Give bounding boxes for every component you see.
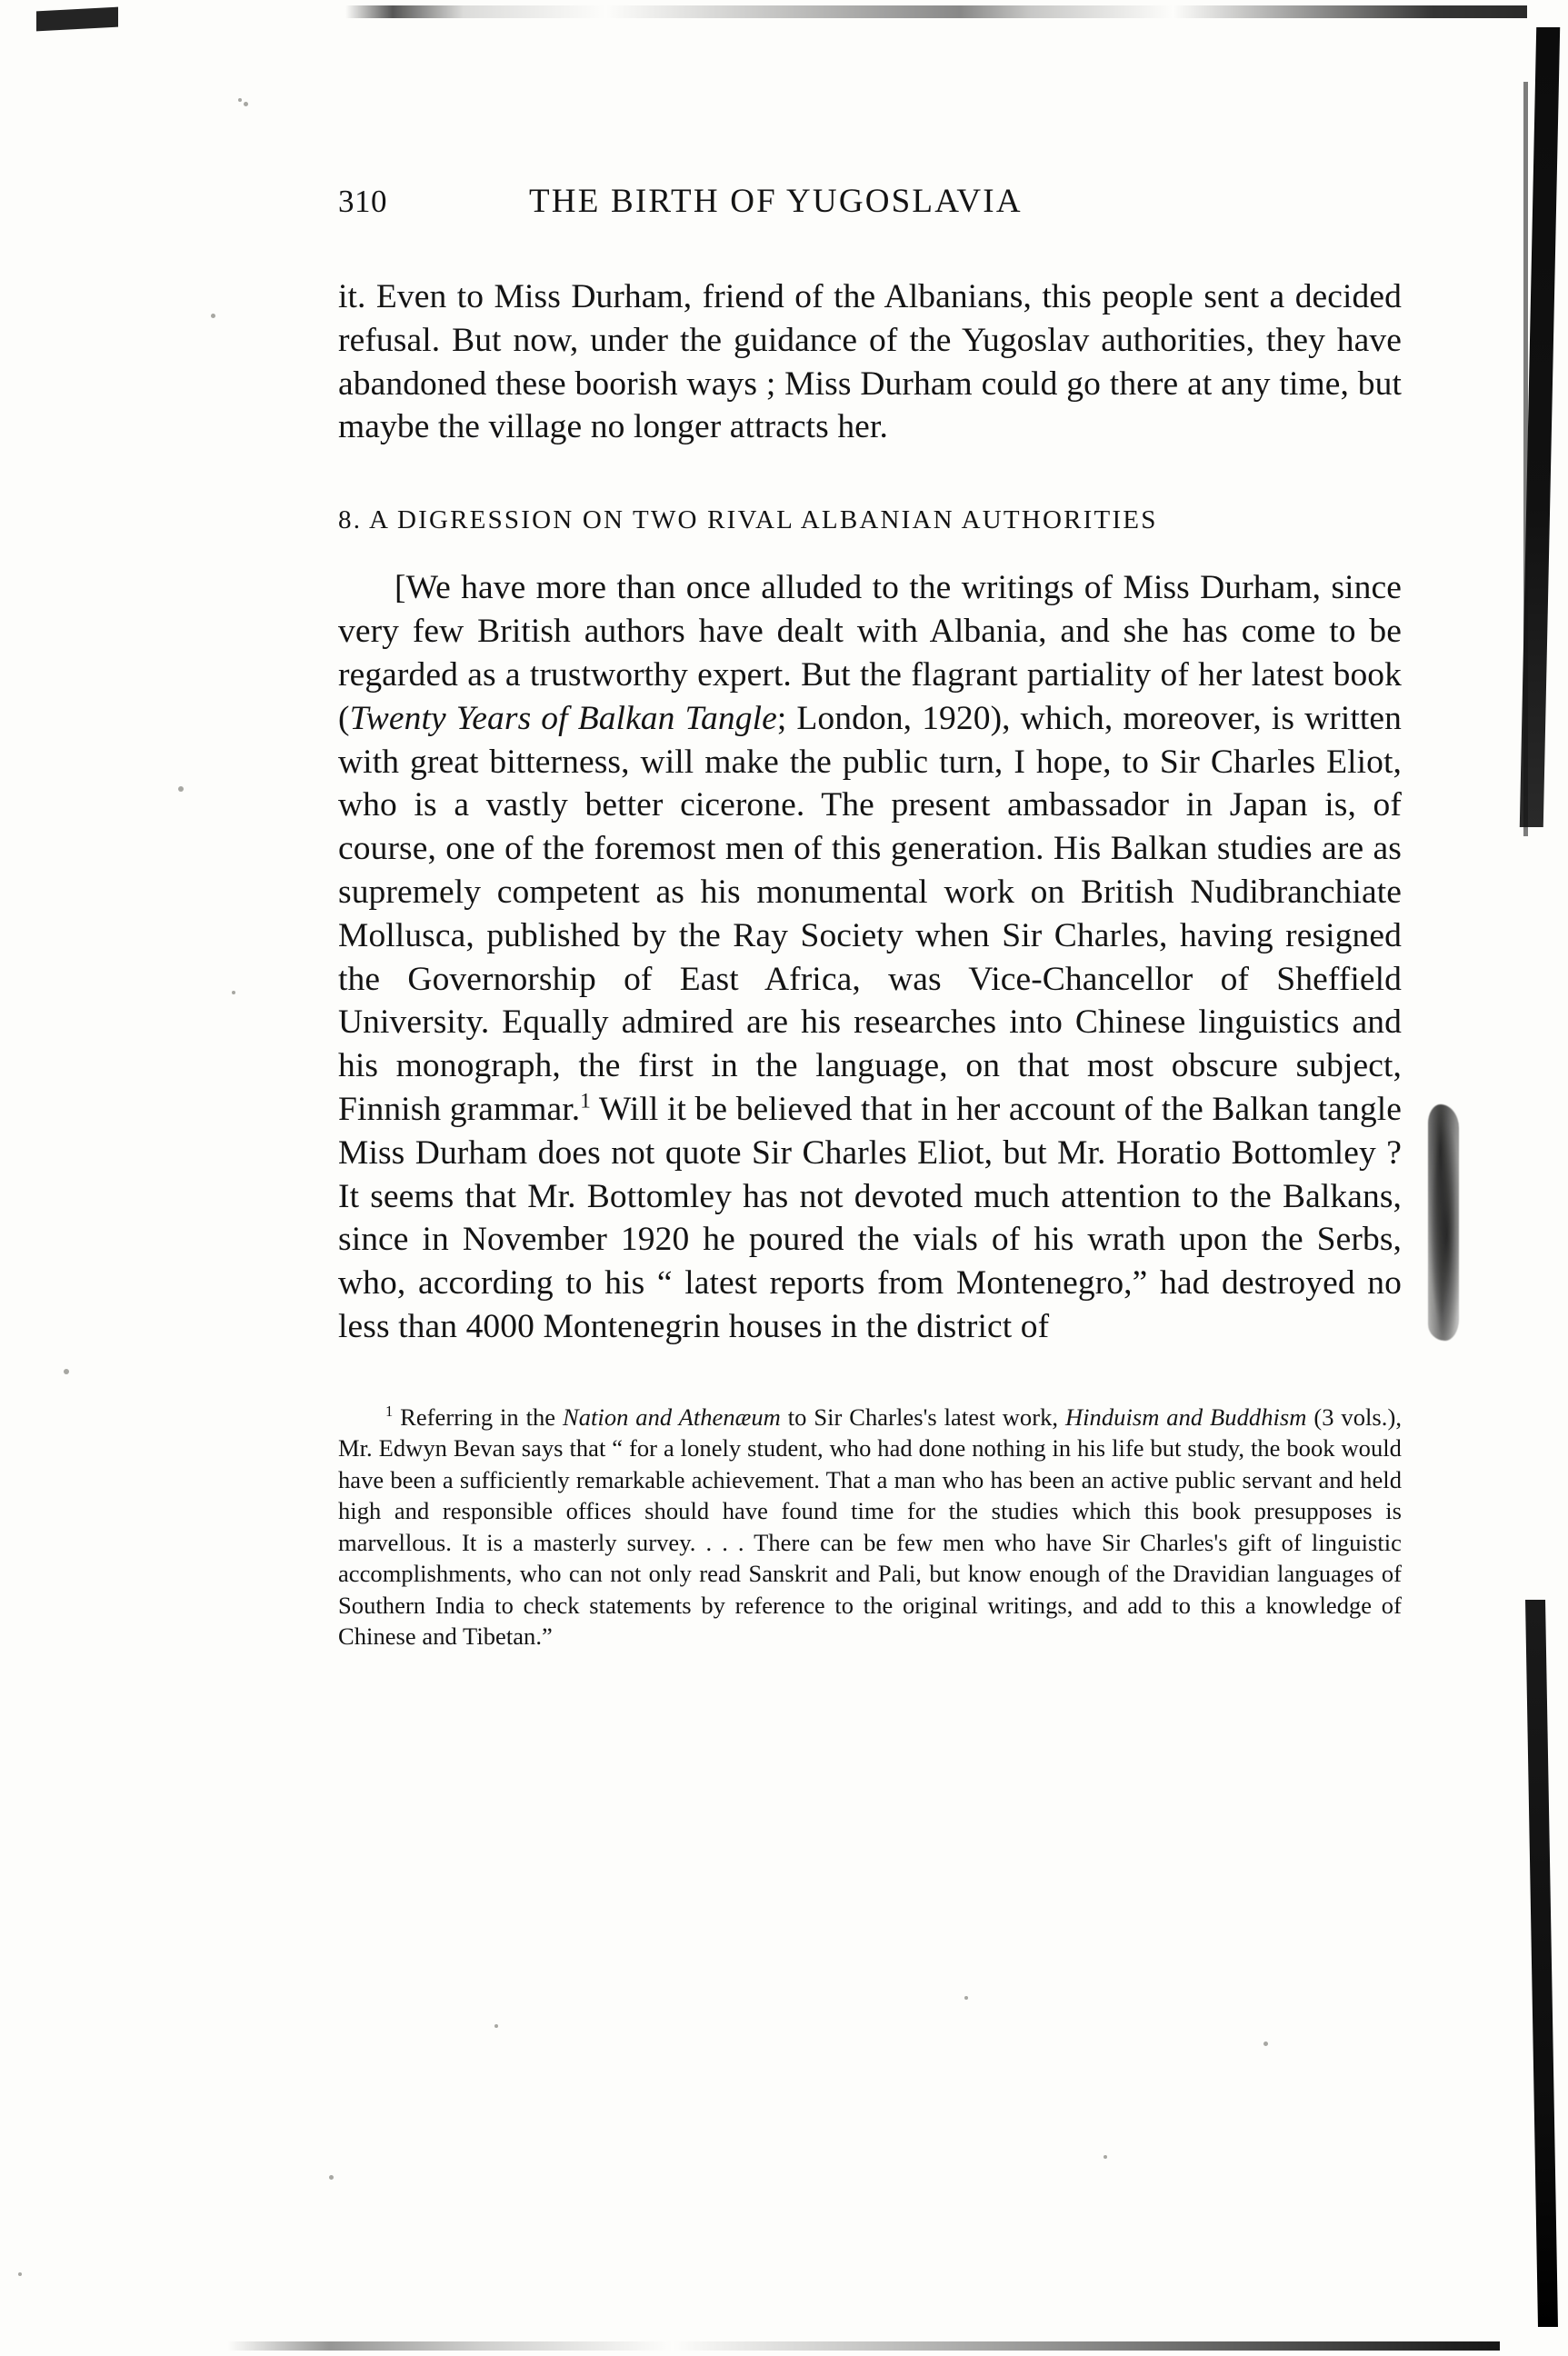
paragraph-opening: it. Even to Miss Durham, friend of the Albanians, this people sent a decided refusal. But now, under the guidance of the Yugoslav authorities, they have abandoned these boorish ways ; Miss Durham could go there at any time, but maybe the village no longer attracts her.: [338, 278, 1402, 446]
paragraph-main: [338, 566, 1402, 1349]
paragraph-main-part1: [We have more than once alluded to the writings of Miss Durham, since very few British authors have dealt with Albania, and she has come to be regarded as a trustworthy expert. But the flagrant partiality of her latest book (: [338, 569, 1402, 737]
scan-edge-bottom-smudge: [227, 2341, 1500, 2351]
scan-speck: [964, 1996, 968, 2000]
scan-speck: [244, 102, 248, 106]
page-number: 310: [338, 184, 387, 219]
scan-edge-top-smudge: [345, 5, 1527, 18]
footnote-block: [338, 1402, 1402, 1652]
page-text-column: [338, 182, 1402, 1652]
scan-edge-right-thin-line: [1523, 82, 1528, 836]
scan-speck: [18, 2272, 22, 2276]
footnote-reference-marker: 1: [580, 1089, 591, 1113]
scan-speck: [238, 98, 242, 102]
scan-speck: [1263, 2042, 1268, 2046]
scan-speck: [178, 786, 184, 792]
paragraph-main-part2: ; London, 1920), which, moreover, is written with great bitterness, will make the public turn, I hope, to Sir Charles Eliot, who is a vastly better cicerone. The present ambassador in Japan is, of course, one of the foremost men of this generation. His Balkan studies are as supremely competent as his monumental work on British Nudibranchiate Mollusca, published by the Ray Society when Sir Charles, having resigned the Governorship of East Africa, was Vice-Chancellor of Sheffield University. Equally admired are his researches into Chinese linguistics and his monograph, the first in the language, on that most obscure subject, Finnish grammar.: [338, 699, 1402, 1128]
footnote-part1: Referring in the: [400, 1403, 563, 1431]
scan-speck: [64, 1369, 69, 1374]
footnote-part3: (3 vols.), Mr. Edwyn Bevan says that “ for a lonely student, who had done nothing in his life but study, the book would have been a sufficiently remarkable achievement. That a man who has been an active public servant and held high and responsible offices should have found time for the studies which this book presupposes is marvellous. It is a masterly survey. . . . There can be few men who have Sir Charles's gift of linguistic accomplishments, who can not only read Sanskrit and Pali, but know enough of the Dravidian languages of Southern India to check statements by reference to the original writings, and add to this a knowledge of Chinese and Tibetan.”: [338, 1403, 1402, 1650]
running-title: THE BIRTH OF YUGOSLAVIA: [529, 183, 1023, 220]
footnote-italic-book: Hinduism and Buddhism: [1064, 1403, 1307, 1431]
footnote-italic-journal: Nation and Athenæum: [562, 1403, 781, 1431]
ink-smudge-artifact: [1428, 1104, 1459, 1341]
book-title-italic: Twenty Years of Balkan Tangle: [349, 699, 777, 737]
scan-speck: [329, 2175, 334, 2180]
scan-speck: [494, 2024, 498, 2028]
page-header: [338, 182, 1402, 221]
scan-speck: [211, 314, 215, 318]
section-heading: 8. A DIGRESSION ON TWO RIVAL ALBANIAN AUTHORITIES: [338, 505, 1158, 535]
scan-edge-right-dark-band-lower: [1525, 1600, 1558, 2327]
scan-speck: [232, 991, 235, 994]
footnote-part2: to Sir Charles's latest work,: [780, 1403, 1065, 1431]
footnote-marker: 1: [385, 1403, 394, 1421]
paragraph-main-part3: Will it be believed that in her account of the Balkan tangle Miss Durham does not quote Sir Charles Eliot, but Mr. Horatio Bottomley ? It seems that Mr. Bottomley has not devoted much attention to the Balkans, since in November 1920 he poured the vials of his wrath upon the Serbs, who, according to his “ latest reports from Montenegro,” had destroyed no less than 4000 Montenegrin houses in the district of: [338, 1091, 1402, 1346]
scan-edge-top-left-artifact: [36, 7, 118, 32]
scan-speck: [1104, 2155, 1107, 2159]
